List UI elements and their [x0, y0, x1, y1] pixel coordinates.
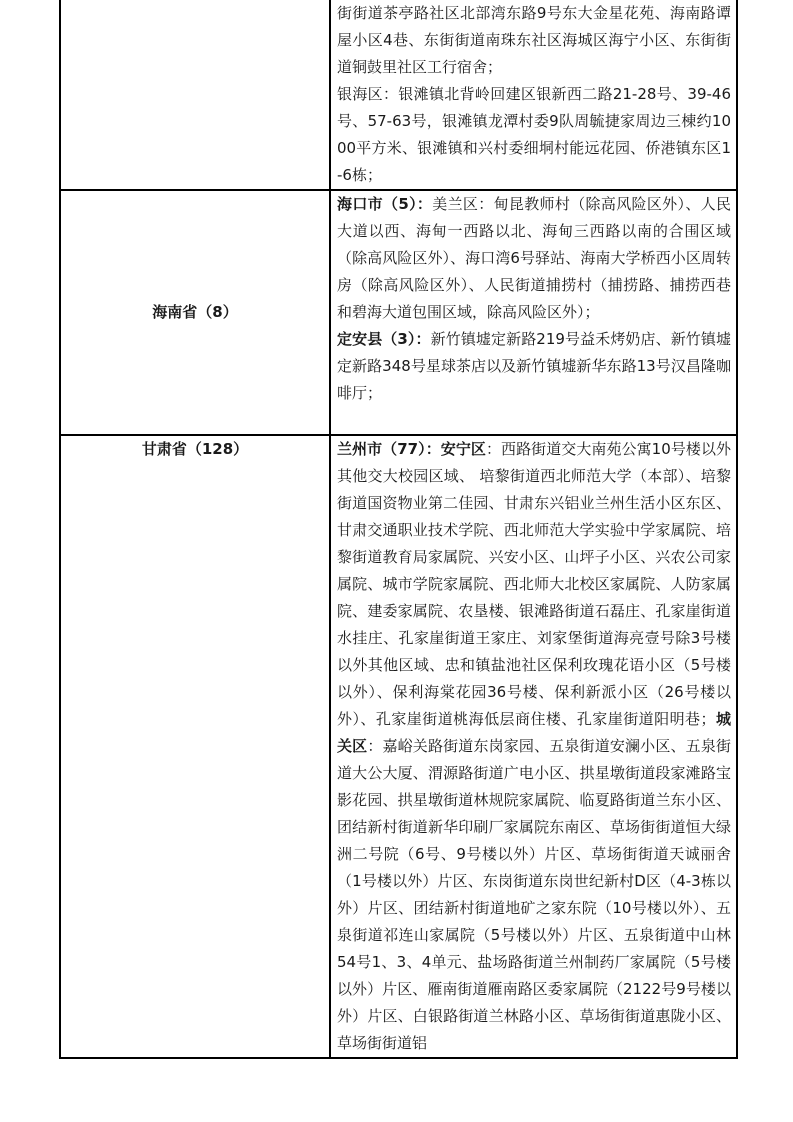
district-heading: 城关区 [337, 710, 731, 755]
area-detail [331, 191, 736, 407]
area-detail [331, 0, 736, 189]
area-text: ：西路街道交大南苑公寓10号楼以外其他交大校园区域、 培黎街道西北师范大学（本部）、培黎街道国资物业第二佳园、甘肃东兴铝业兰州生活小区东区、甘肃交通职业技术学院、西北师范大学实验中学家属院、培黎街道教育局家属院、兴安小区、山坪子小区、兴农公司家属院、城市学院家属院、西北师大北校区家属院、人防家属院、建委家属院、农垦楼、银滩路街道石磊庄、孔家崖街道水挂庄、孔家崖街道王家庄、刘家堡街道海亮壹号除3号楼以外其他区域、忠和镇盐池社区保利玫瑰花语小区（5号楼以外）、保利海棠花园36号楼、保利新派小区（26号楼以外）、孔家崖街道桃海低层商住楼、孔家崖街道阳明巷； [337, 440, 732, 728]
area-detail [331, 436, 736, 1057]
area-paragraph [337, 436, 731, 1057]
area-paragraph [337, 326, 731, 407]
city-heading: 兰州市（77）：安宁区 [337, 440, 486, 458]
province-name: 甘肃省（128） [141, 440, 249, 458]
area-paragraph [337, 0, 731, 81]
area-text: 银海区：银滩镇北背岭回建区银新西二路21-28号、39-46号、57-63号，银滩镇龙潭村委9队周毓捷家周边三棟约1000平方米、银滩镇和兴村委细垌村能远花园、侨港镇东区1-6栋； [337, 85, 731, 184]
area-text: 街街道茶亭路社区北部湾东路9号东大金星花苑、海南路谭屋小区4巷、东街街道南珠东社区海城区海宁小区、东街街道铜鼓里社区工行宿舍； [337, 4, 731, 76]
risk-area-table [59, 0, 738, 1059]
area-text: 新竹镇墟定新路219号益禾烤奶店、新竹镇墟定新路348号星球茶店以及新竹镇墟新华东路13号汉昌隆咖啡厅； [337, 330, 731, 402]
area-detail-cell [330, 190, 737, 435]
province-cell [60, 0, 330, 190]
province-name: 海南省（8） [152, 303, 238, 321]
table-row [60, 190, 737, 435]
area-text: ：嘉峪关路街道东岗家园、五泉街道安澜小区、五泉街道大公大厦、渭源路街道广电小区、拱星墩街道段家滩路宝影花园、拱星墩街道林规院家属院、临夏路街道兰东小区、团结新村街道新华印刷厂家属院东南区、草场街街道恒大绿洲二号院（6号、9号楼以外）片区、草场街街道天诚丽舍（1号楼以外）片区、东岗街道东岗世纪新村D区（4-3栋以外）片区、团结新村街道地矿之家东院（10号楼以外）、五泉街道祁连山家属院（5号楼以外）片区、五泉街道中山林54号1、3、4单元、盐场路街道兰州制药厂家属院（5号楼以外）片区、雁南街道雁南路区委家属院（2122号9号楼以外）片区、白银路街道兰林路小区、草场街街道惠陇小区、草场街街道铝 [337, 737, 731, 1052]
area-text: 美兰区：甸昆教师村（除高风险区外）、人民大道以西、海甸一西路以北、海甸三西路以南的合围区域（除高风险区外）、海口湾6号驿站、海南大学桥西小区周转房（除高风险区外）、人民街道捕捞村（捕捞路、捕捞西巷和碧海大道包围区域，除高风险区外）； [337, 195, 731, 321]
province-cell [60, 435, 330, 1058]
province-cell [60, 190, 330, 435]
table-row [60, 435, 737, 1058]
table-row [60, 0, 737, 190]
area-detail-cell [330, 435, 737, 1058]
table-body [60, 0, 737, 1058]
city-heading: 海口市（5）： [337, 195, 433, 213]
area-paragraph [337, 191, 731, 326]
area-detail-cell [330, 0, 737, 190]
city-heading: 定安县（3）： [337, 330, 431, 348]
area-paragraph [337, 81, 731, 189]
